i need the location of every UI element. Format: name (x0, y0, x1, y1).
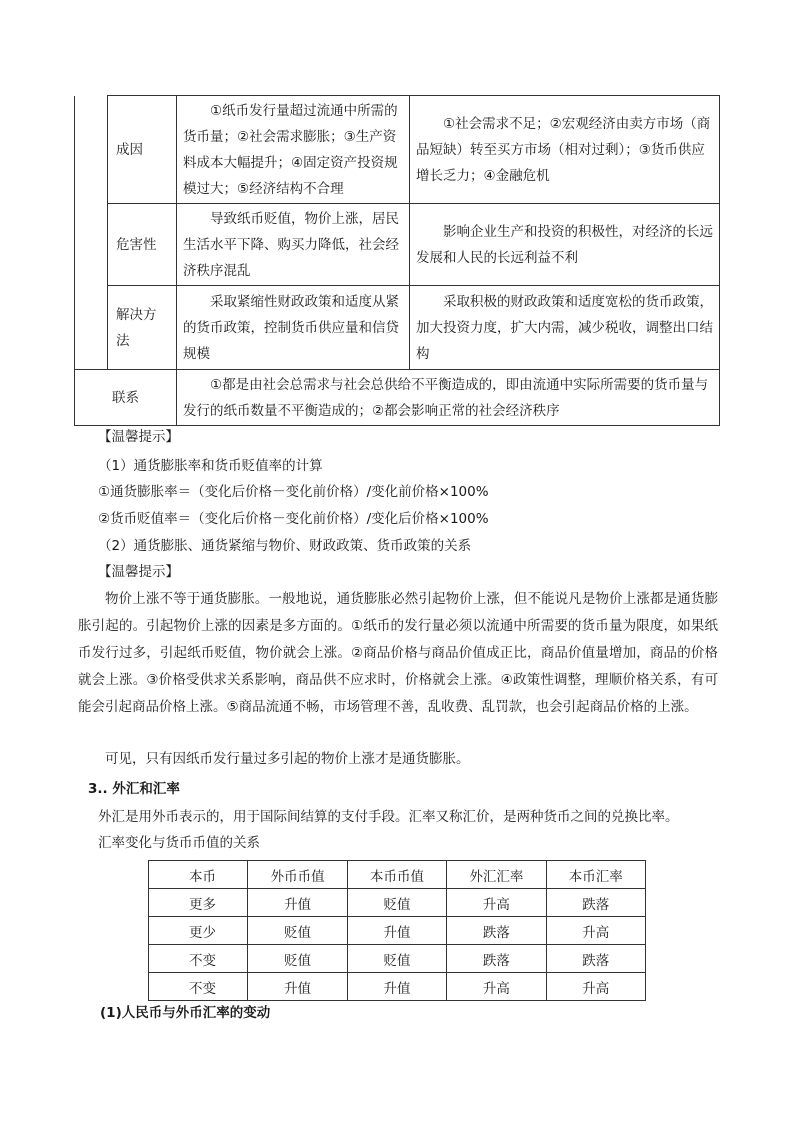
table-row (75, 370, 720, 426)
table-row (149, 917, 646, 945)
table-cell: 升值 (248, 973, 347, 1001)
table-cell: 贬值 (347, 945, 446, 973)
tip-subheading: （1）通货膨胀率和货币贬值率的计算 (98, 458, 323, 474)
table-row (149, 973, 646, 1001)
row-label: 成因 (108, 96, 177, 204)
table-cell: 贬值 (248, 917, 347, 945)
inflation-deflation-table (74, 95, 720, 426)
section-intro: 外汇是用外币表示的，用于国际间结算的支付手段。汇率又称汇价，是两种货币之间的兑换比率。 (98, 809, 679, 825)
link-text: ①都是由社会总需求与社会总供给不平衡造成的，即由流通中实际所需要的货币量与发行的纸币数量不平衡造成的；②都会影响正常的社会经济秩序 (177, 370, 720, 426)
table-cell: 升高 (447, 973, 546, 1001)
deflation-cause: ①社会需求不足；②宏观经济由卖方市场（商品短缺）转至买方市场（相对过剩）；③货币供应增长乏力；④金融危机 (410, 96, 720, 204)
table-cell: 升值 (347, 917, 446, 945)
exchange-rate-table (148, 860, 646, 1001)
tip-subheading: （2）通货膨胀、通货紧缩与物价、财政政策、货币政策的关系 (98, 538, 472, 554)
column-header: 外汇汇率 (447, 861, 546, 889)
table-row (75, 96, 720, 204)
table-cell: 升高 (546, 917, 645, 945)
table-header-row (149, 861, 646, 889)
table-cell: 跌落 (447, 945, 546, 973)
table-caption: 汇率变化与货币币值的关系 (98, 835, 260, 851)
table-row (149, 945, 646, 973)
link-label: 联系 (75, 370, 177, 426)
subsection-heading: (1)人民币与外币汇率的变动 (100, 1005, 271, 1021)
table-row (149, 889, 646, 917)
table-cell: 升高 (447, 889, 546, 917)
inflation-cause: ①纸币发行量超过流通中所需的货币量；②社会需求膨胀；③生产资料成本大幅提升；④固定资产投资规模过大；⑤经济结构不合理 (177, 96, 410, 204)
column-header: 本币汇率 (546, 861, 645, 889)
tip-title: 【温馨提示】 (98, 564, 179, 580)
table-cell: 贬值 (248, 945, 347, 973)
table-cell: 更少 (149, 917, 248, 945)
table-cell: 不变 (149, 973, 248, 1001)
row-label-line: 法 (116, 332, 130, 349)
column-header: 本币 (149, 861, 248, 889)
table-row (75, 286, 720, 370)
row-label (108, 286, 177, 370)
table-cell: 升值 (347, 973, 446, 1001)
table-cell: 跌落 (546, 945, 645, 973)
table-cell: 跌落 (447, 917, 546, 945)
table-cell: 跌落 (546, 889, 645, 917)
merged-header-cell (75, 96, 108, 370)
column-header: 本币币值 (347, 861, 446, 889)
section-heading: 3.. 外汇和汇率 (88, 781, 180, 797)
row-label-line: 解决方 (116, 306, 157, 323)
tip-paragraph: 物价上涨不等于通货膨胀。一般地说，通货膨胀必然引起物价上涨，但不能说凡是物价上涨都是通货膨胀引起的。引起物价上涨的因素是多方面的。①纸币的发行量必须以流通中所需要的货币量为限度，如果纸币发行过多，引起纸币贬值，物价就会上涨。②商品价格与商品价值成正比，商品价值量增加，商品的价格就会上涨。③价格受供求关系影响，商品供不应求时，价格就会上涨。④政策性调整，理顺价格关系，有可能会引起商品价格上涨。⑤商品流通不畅，市场管理不善，乱收费、乱罚款，也会引起商品价格的上涨。 (78, 591, 718, 715)
formula-depreciation-rate: ②货币贬值率＝（变化后价格－变化前价格）/变化后价格×100% (98, 511, 489, 527)
table-cell: 不变 (149, 945, 248, 973)
row-label: 危害性 (108, 204, 177, 286)
table-cell: 升高 (546, 973, 645, 1001)
table-row (75, 204, 720, 286)
formula-inflation-rate: ①通货膨胀率＝（变化后价格－变化前价格）/变化前价格×100% (98, 484, 489, 500)
inflation-solution: 采取紧缩性财政政策和适度从紧的货币政策，控制货币供应量和信贷规模 (177, 286, 410, 370)
inflation-harm: 导致纸币贬值，物价上涨，居民生活水平下降、购买力降低，社会经济秩序混乱 (177, 204, 410, 286)
deflation-harm: 影响企业生产和投资的积极性，对经济的长远发展和人民的长远利益不利 (410, 204, 720, 286)
table-cell: 升值 (248, 889, 347, 917)
tip-conclusion: 可见，只有因纸币发行量过多引起的物价上涨才是通货膨胀。 (105, 751, 470, 767)
deflation-solution: 采取积极的财政政策和适度宽松的货币政策，加大投资力度，扩大内需，减少税收，调整出口结构 (410, 286, 720, 370)
column-header: 外币币值 (248, 861, 347, 889)
tip-title: 【温馨提示】 (98, 429, 179, 445)
table-cell: 贬值 (347, 889, 446, 917)
table-cell: 更多 (149, 889, 248, 917)
